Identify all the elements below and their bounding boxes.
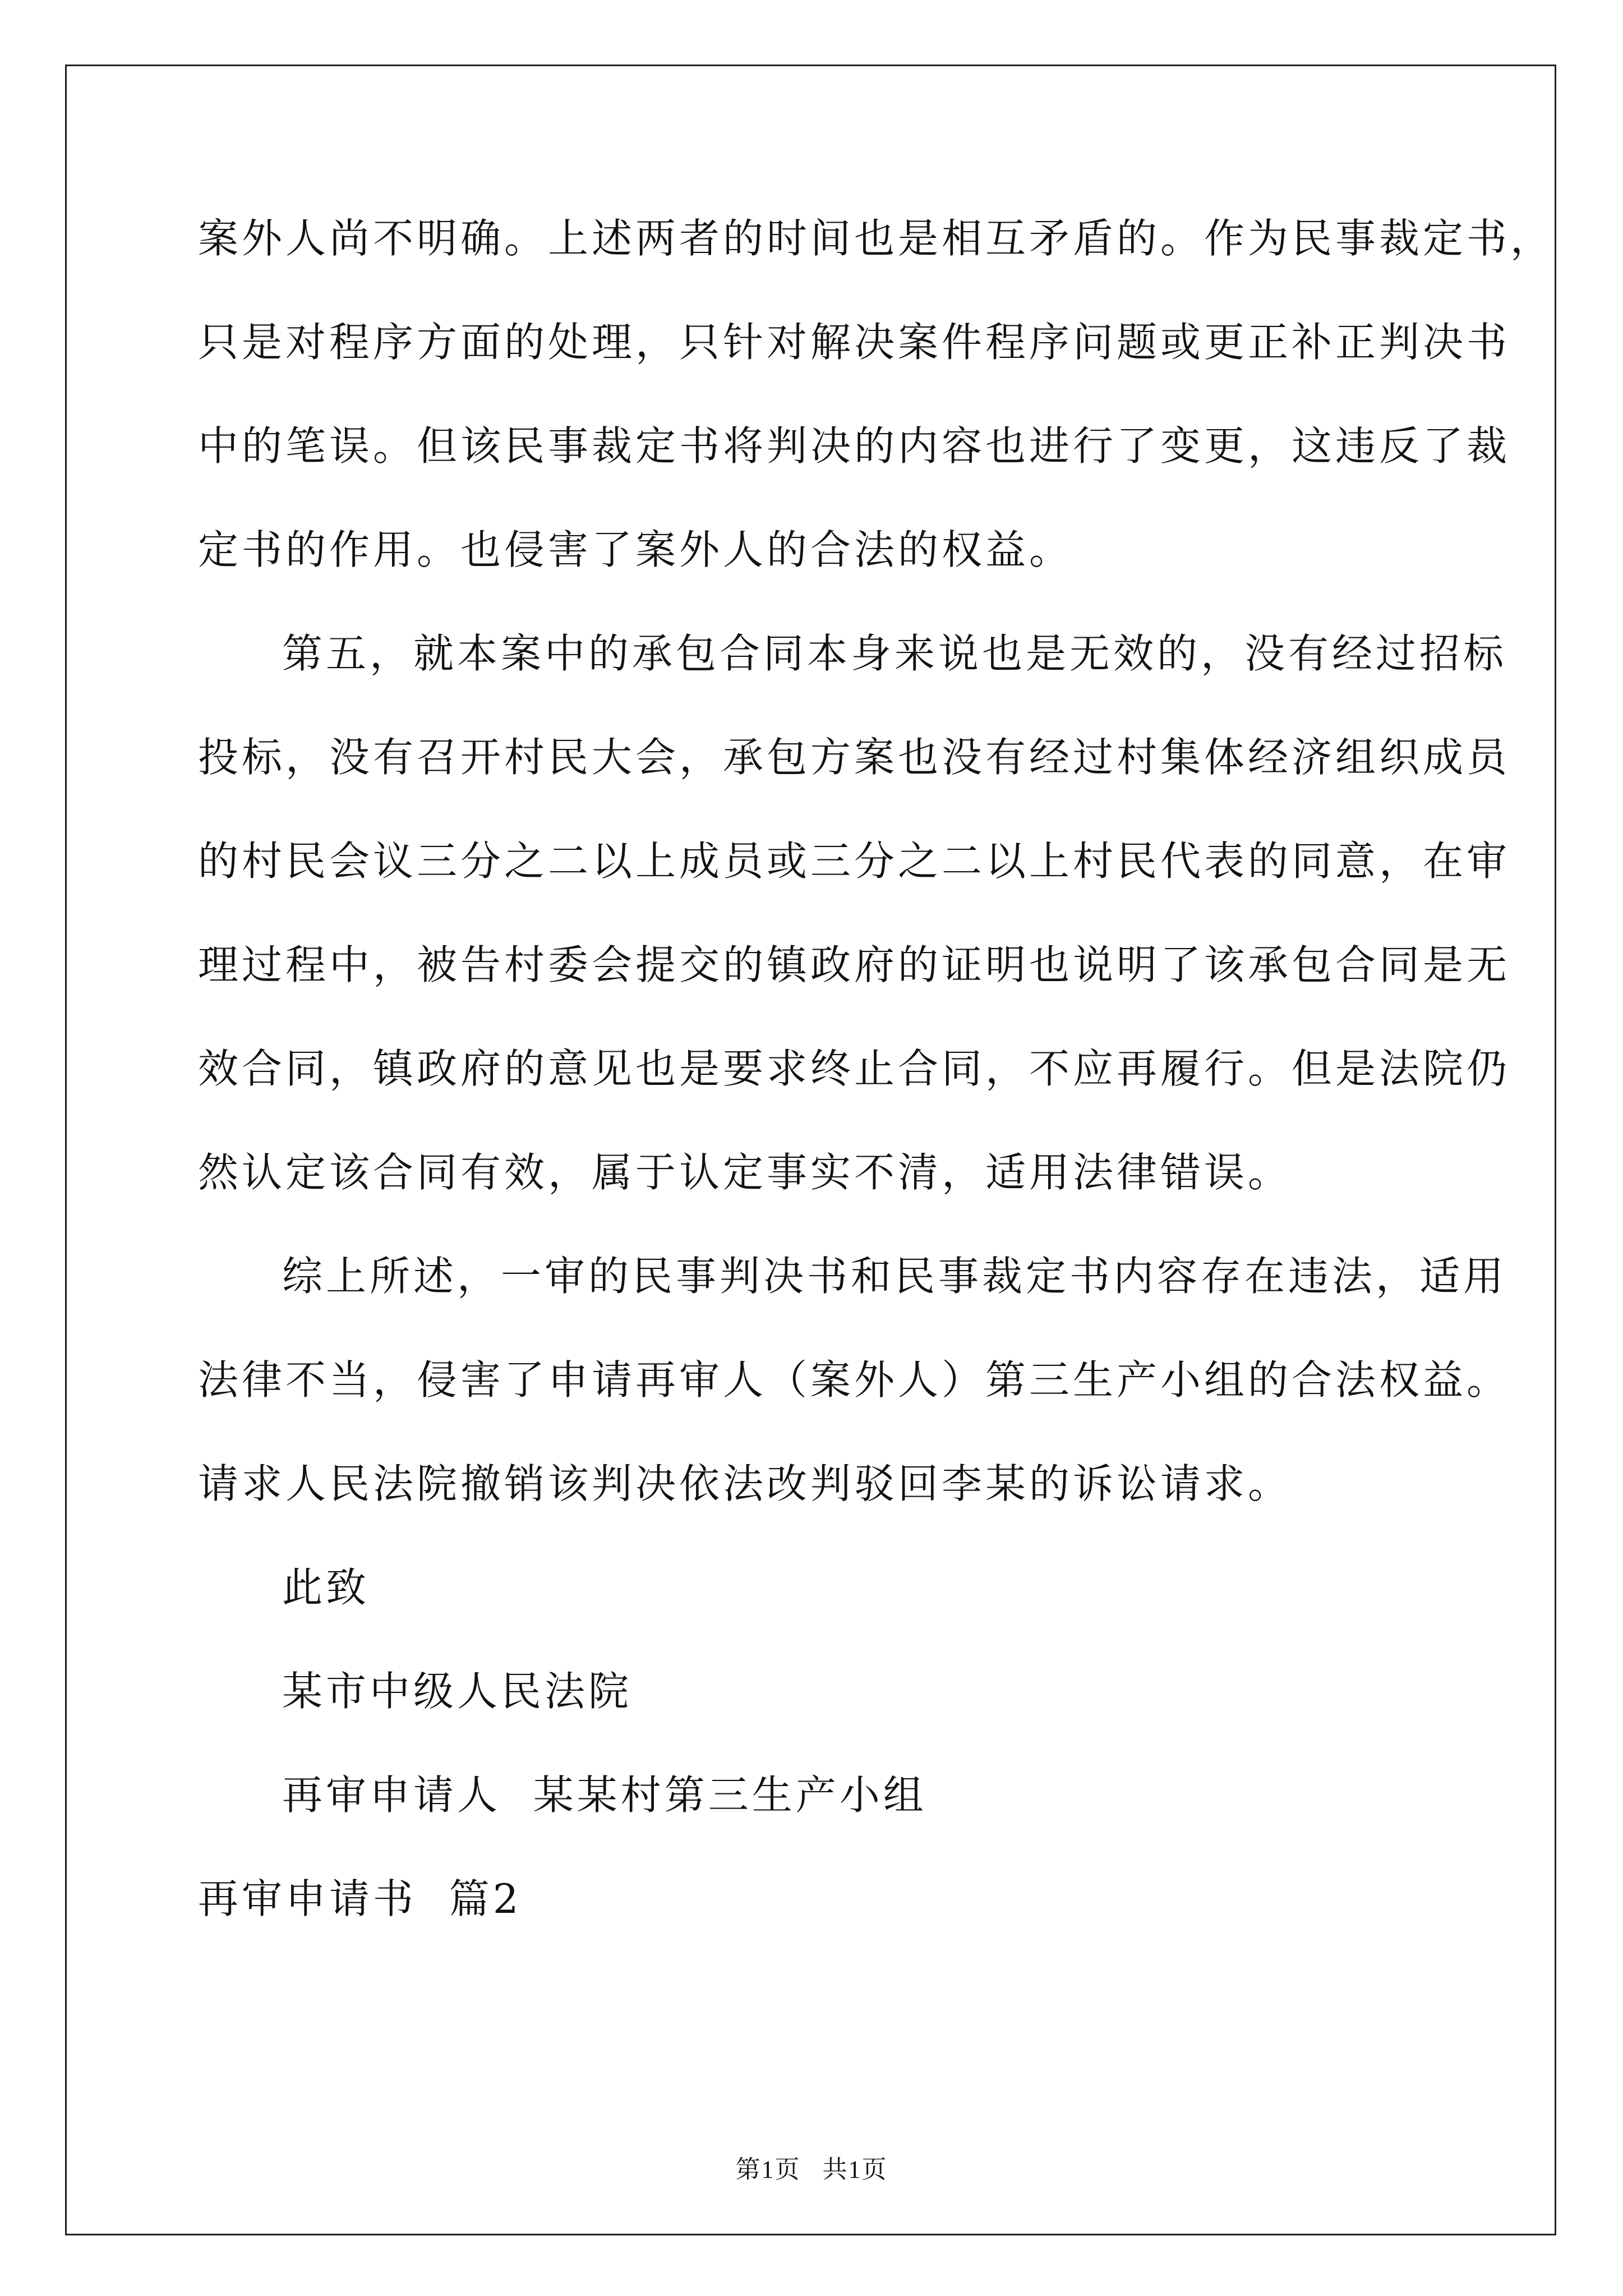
paragraph-line: 综上所述，一审的民事判决书和民事裁定书内容存在违法，适用 (282, 1253, 1507, 1300)
next-section-title: 再审申请书 篇2 (198, 1875, 522, 1922)
closing-salutation: 此致 (282, 1564, 370, 1611)
addressee: 某市中级人民法院 (282, 1668, 633, 1715)
paragraph-line: 法律不当，侵害了申请再审人（案外人）第三生产小组的合法权益。 (198, 1356, 1511, 1404)
paragraph-line: 请求人民法院撤销该判决依法改判驳回李某的诉讼请求。 (198, 1460, 1292, 1507)
paragraph-line: 投标，没有召开村民大会，承包方案也没有经过村集体经济组织成员 (198, 734, 1511, 781)
paragraph-line: 效合同，镇政府的意见也是要求终止合同，不应再履行。但是法院仍 (198, 1045, 1511, 1092)
applicant-signature: 再审申请人 某某村第三生产小组 (282, 1772, 927, 1819)
paragraph-line: 第五，就本案中的承包合同本身来说也是无效的，没有经过招标 (282, 630, 1507, 677)
paragraph-line: 定书的作用。也侵害了案外人的合法的权益。 (198, 526, 1073, 573)
paragraph-line: 理过程中，被告村委会提交的镇政府的证明也说明了该承包合同是无 (198, 941, 1511, 988)
paragraph-line: 然认定该合同有效，属于认定事实不清，适用法律错误。 (198, 1149, 1292, 1196)
page-indicator: 第1页 共1页 (735, 2156, 888, 2183)
paragraph-line: 案外人尚不明确。上述两者的时间也是相互矛盾的。作为民事裁定书， (198, 215, 1555, 262)
paragraph-line: 的村民会议三分之二以上成员或三分之二以上村民代表的同意，在审 (198, 838, 1511, 885)
paragraph-line: 中的笔误。但该民事裁定书将判决的内容也进行了变更，这违反了裁 (198, 422, 1511, 470)
paragraph-line: 只是对程序方面的处理，只针对解决案件程序问题或更正补正判决书 (198, 319, 1511, 366)
